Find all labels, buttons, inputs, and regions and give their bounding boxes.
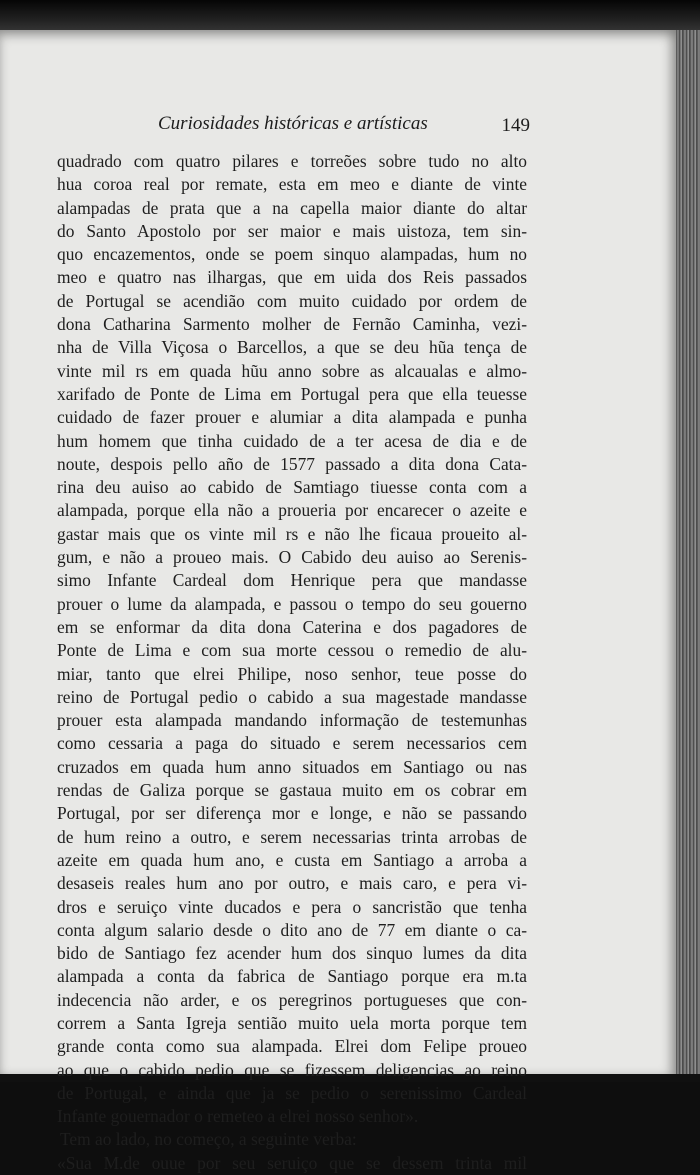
text-line: Portugal, por ser diferença mor e longe, e não se passando — [57, 803, 527, 824]
text-line: gum, e não a proueo mais. O Cabido deu auiso ao Serenis- — [57, 547, 527, 568]
text-line: correm a Santa Igreja sentião muito uela morta porque tem — [57, 1012, 527, 1033]
text-line: Infante gouernador o remeteo a elrei nosso senhor». — [57, 1106, 419, 1127]
text-line: cruzados em quada hum anno situados em Santiago ou nas — [57, 756, 527, 777]
text-line: miar, tanto que elrei Philipe, noso senhor, teue posse do — [57, 663, 527, 684]
page-number: 149 — [501, 115, 530, 136]
text-line: do Santo Apostolo por ser maior e mais uistoza, tem sin- — [57, 220, 527, 241]
text-line: alampada, porque ella não a proueria por encarecer o azeite e — [57, 500, 527, 521]
text-line: rina deu auiso ao cabido de Samtiago tiuesse conta com a — [57, 477, 527, 498]
text-line: nha de Villa Viçosa o Barcellos, a que se deu hũa tença de — [57, 337, 527, 358]
text-line: dona Catharina Sarmento molher de Fernão Caminha, vezi- — [57, 314, 527, 335]
text-line: «Sua M.de ouue por seu seruiço que se dessem trinta mil — [57, 1152, 527, 1173]
text-line: azeite em quada hum ano, e custa em Santiago a arroba a — [57, 849, 527, 870]
text-line: prouer esta alampada mandando informação de testemunhas — [57, 710, 527, 731]
text-line: reino de Portugal pedio o cabido a sua magestade mandasse — [57, 686, 527, 707]
text-line: simo Infante Cardeal dom Henrique pera que mandasse — [57, 570, 527, 591]
text-line: gastar mais que os vinte mil rs e não lhe ficaua proueito al- — [57, 523, 527, 544]
text-line: em se enformar da dita dona Caterina e dos pagadores de — [57, 616, 527, 637]
text-line: meo e quatro nas ilhargas, que em uida dos Reis passados — [57, 267, 527, 288]
text-line: bido de Santiago fez acender hum dos sinquo lumes da dita — [57, 943, 527, 964]
text-line: conta algum salario desde o dito ano de 77 em diante o ca- — [57, 919, 527, 940]
text-line: como cessaria a paga do situado e serem necessarios cem — [57, 733, 527, 754]
text-line: alampada a conta da fabrica de Santiago porque era m.ta — [57, 966, 527, 987]
text-line: dros e seruiço vinte ducados e pera o sancristão que tenha — [57, 896, 527, 917]
text-line: de Portugal se acendião com muito cuidado por ordem de — [57, 290, 527, 311]
text-line: quadrado com quatro pilares e torreões sobre tudo no alto — [57, 151, 527, 171]
text-line: ao que o cabido pedio que se fizessem deligencias ao reino — [57, 1059, 527, 1080]
text-line: quo encazementos, onde se poem sinquo alampadas, hum no — [57, 244, 527, 265]
running-title: Curiosidades históricas e artísticas — [158, 113, 428, 134]
book-top-edge — [0, 0, 700, 34]
text-line: prouer o lume da alampada, e passou o tempo do seu gouerno — [57, 593, 527, 614]
text-line: xarifado de Ponte de Lima em Portugal pera que ella teuesse — [57, 383, 527, 404]
text-line: desaseis reales hum ano por outro, e mais caro, e pera vi- — [57, 873, 527, 894]
text-line: cuidado de fazer prouer e alumiar a dita alampada e punha — [57, 407, 527, 428]
book-page-edges — [676, 30, 700, 1082]
text-line: noute, despois pello año de 1577 passado a dita dona Cata- — [57, 453, 527, 474]
page-header — [158, 113, 538, 137]
text-line: rendas de Galiza porque se gastaua muito em os cobrar em — [57, 780, 527, 801]
text-line: grande conta como sua alampada. Elrei dom Felipe proueo — [57, 1036, 527, 1057]
text-line: indecencia não arder, e os peregrinos portugueses que con- — [57, 989, 527, 1010]
text-line: alampadas de prata que a na capella maior diante do altar — [57, 197, 527, 218]
text-line: hum homem que tinha cuidado de a ter acesa de dia e de — [57, 430, 527, 451]
text-line: hua coroa real por remate, esta em meo e diante de vinte — [57, 174, 527, 195]
body-text — [57, 150, 527, 1175]
text-line: de Portugal, e ainda que ja se pedio o serenissimo Cardeal — [57, 1082, 527, 1103]
text-line: de hum reino a outro, e serem necessarias trinta arrobas de — [57, 826, 527, 847]
text-line: vinte mil rs em quada hũu anno sobre as alcaualas e almo- — [57, 360, 527, 381]
text-line: Ponte de Lima e com sua morte cessou o remedio de alu- — [57, 640, 527, 661]
text-line: Tem ao lado, no começo, a seguinte verba: — [60, 1129, 357, 1150]
